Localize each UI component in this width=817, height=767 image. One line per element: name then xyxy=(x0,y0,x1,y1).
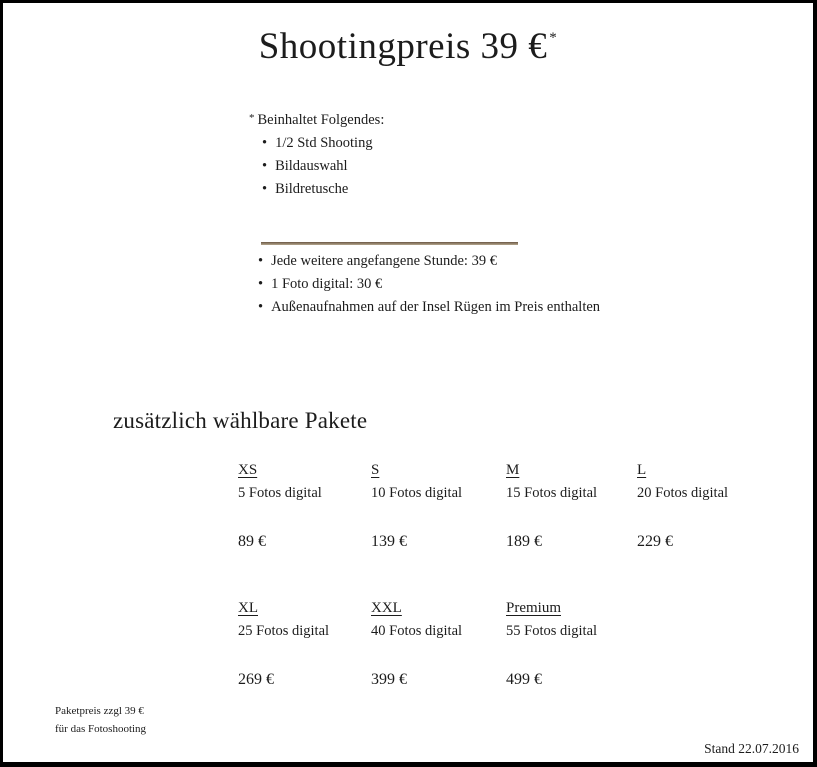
list-item: • Außenaufnahmen auf der Insel Rügen im Preis enthalten xyxy=(258,299,601,315)
list-item: • 1 Foto digital: 30 € xyxy=(258,276,383,292)
list-item: • 1/2 Std Shooting xyxy=(262,135,373,151)
footnote-line: für das Fotoshooting xyxy=(55,723,147,735)
package-xxl xyxy=(371,599,506,690)
package-s xyxy=(371,461,506,552)
package-description: 5 Fotos digital xyxy=(238,485,322,501)
packages-row-1 xyxy=(238,461,770,552)
package-m xyxy=(506,461,637,552)
package-price: 269 € xyxy=(238,671,274,688)
package-price: 399 € xyxy=(371,671,407,688)
package-description: 25 Fotos digital xyxy=(238,623,330,639)
package-price: 499 € xyxy=(506,671,542,688)
package-l xyxy=(637,461,770,552)
package-xl xyxy=(238,599,371,690)
includes-label: * Beinhaltet Folgendes: xyxy=(249,112,385,128)
package-name: M xyxy=(506,462,520,478)
package-xs xyxy=(238,461,371,552)
title-asterisk: * xyxy=(549,30,558,46)
bullet-icon: • xyxy=(258,253,264,269)
list-item: • Jede weitere angefangene Stunde: 39 € xyxy=(258,253,497,269)
package-name: XXL xyxy=(371,600,402,616)
bullet-icon: • xyxy=(262,158,268,174)
list-item: • Bildauswahl xyxy=(262,158,348,174)
packages-row-2 xyxy=(238,599,637,690)
includes-section xyxy=(249,107,384,201)
bullet-icon: • xyxy=(262,181,268,197)
bullet-icon: • xyxy=(258,299,264,315)
package-name: S xyxy=(371,462,380,478)
package-name: XS xyxy=(238,462,258,478)
page-title-text: Shootingpreis 39 € xyxy=(258,26,548,67)
packages-heading: zusätzlich wählbare Pakete xyxy=(113,408,368,433)
package-price: 229 € xyxy=(637,533,673,550)
page-title xyxy=(3,25,813,68)
package-description: 10 Fotos digital xyxy=(371,485,463,501)
bullet-icon: • xyxy=(262,135,268,151)
package-price: 89 € xyxy=(238,533,266,550)
footnote-line: Paketpreis zzgl 39 € xyxy=(55,705,144,717)
package-price: 189 € xyxy=(506,533,542,550)
list-item: • Bildretusche xyxy=(262,181,349,197)
extras-list xyxy=(258,250,600,319)
package-description: 20 Fotos digital xyxy=(637,485,729,501)
package-name: Premium xyxy=(506,600,561,616)
includes-list xyxy=(249,132,384,201)
divider-line xyxy=(261,242,518,245)
package-price-footnote xyxy=(55,702,146,738)
package-premium xyxy=(506,599,637,690)
package-name: L xyxy=(637,462,647,478)
package-price: 139 € xyxy=(371,533,407,550)
package-description: 15 Fotos digital xyxy=(506,485,598,501)
package-name: XL xyxy=(238,600,258,616)
package-description: 55 Fotos digital xyxy=(506,623,598,639)
bullet-icon: • xyxy=(258,276,264,292)
package-description: 40 Fotos digital xyxy=(371,623,463,639)
date-stamp: Stand 22.07.2016 xyxy=(704,741,799,756)
footnote-marker: * xyxy=(249,112,255,124)
